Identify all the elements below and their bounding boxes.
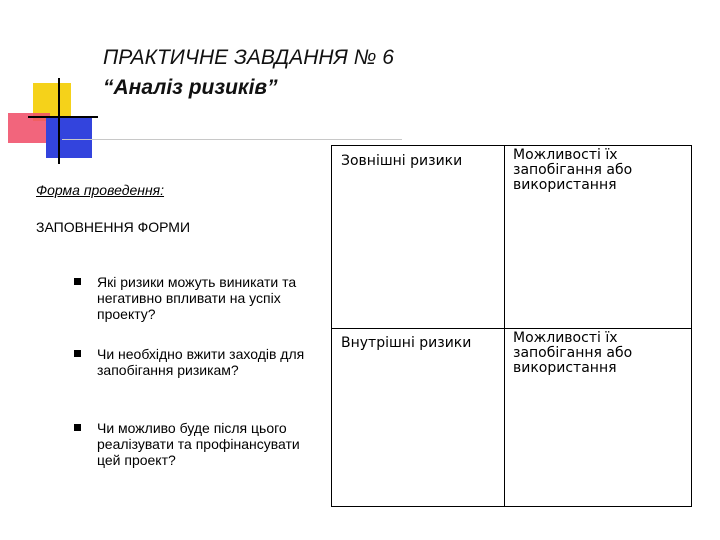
table-column-divider — [504, 146, 505, 506]
risk-table — [331, 145, 692, 507]
bullet-icon — [74, 278, 81, 285]
bullet-icon — [74, 350, 81, 357]
question-text: Які ризики можуть виникати та негативно впливати на успіх проекту? — [97, 274, 297, 322]
external-risks-cell: Зовнішні ризики — [341, 153, 463, 169]
internal-prevention-cell: Можливості їх запобігання або використання — [513, 330, 633, 376]
internal-risks-cell: Внутрішні ризики — [341, 335, 472, 351]
title-underline — [62, 139, 402, 140]
form-label: Форма проведення: — [36, 182, 165, 198]
decorative-blue-square — [46, 118, 92, 158]
bullet-icon — [74, 424, 81, 431]
decorative-horizontal-line — [28, 116, 98, 118]
table-row-divider — [332, 328, 691, 329]
question-text: Чи необхідно вжити заходів для запобігання ризикам? — [97, 346, 305, 378]
slide-subtitle: “Аналіз ризиків” — [103, 76, 278, 99]
form-type: ЗАПОВНЕННЯ ФОРМИ — [36, 219, 191, 235]
external-prevention-cell: Можливості їх запобігання або використання — [513, 147, 633, 193]
decorative-vertical-line — [58, 78, 60, 164]
slide-title: ПРАКТИЧНЕ ЗАВДАННЯ № 6 — [103, 46, 394, 69]
question-text: Чи можливо буде після цього реалізувати та профінансувати цей проект? — [97, 420, 300, 468]
